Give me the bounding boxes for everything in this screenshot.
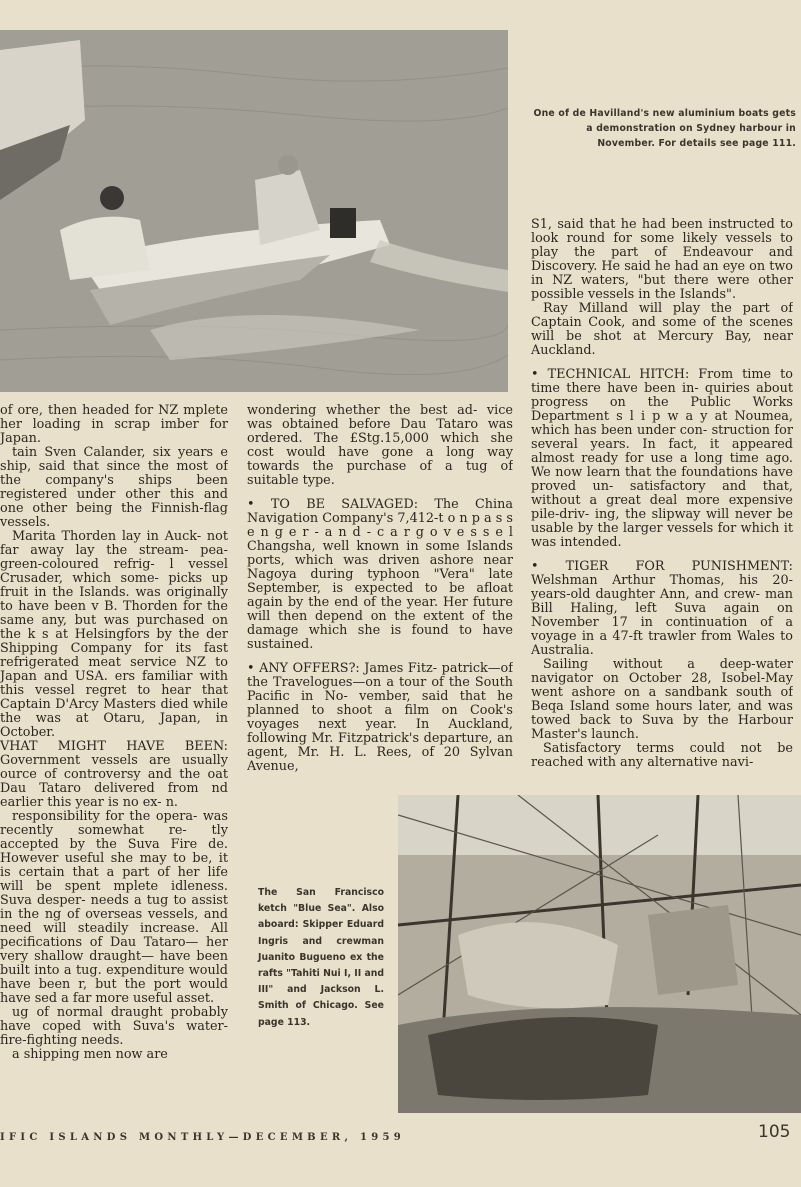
- paragraph: of ore, then headed for NZ mplete her loading in scrap imber for Japan.: [0, 404, 228, 446]
- paragraph: • TECHNICAL HITCH: From time to time there have been in- quiries about progress on the Public Works Department s l i p w a y at Noumea, which has been under con- struction for several years. In fact, it appeared almost ready for use a long time ago. We now learn that the foundations have proved un- satisfactory and that, without a great deal more expensive pile-driv- ing, the slipway will never be usable by the larger vessels for which it was intended.: [531, 367, 793, 550]
- paragraph: responsibility for the opera- was recently somewhat re- tly accepted by the Suva Fire de. However useful she may to be, it is certain that a part of her life will be spent mplete idleness. Suva desper- needs a tug to assist in the ng of overseas vessels, and need will steadily increase. All pecifications of Dau Tataro— her very shallow draught— have been built into a tug. expenditure would have been r, but the port would have sed a far more useful asset.: [0, 809, 228, 1006]
- paragraph: a shipping men now are: [12, 1047, 168, 1062]
- paragraph: • TO BE SALVAGED: The China Navigation Company's 7,412-t o n p a s s e n g e r - a n d - c a r g o v e s s e l Changsha, well known in some Islands ports, which was driven ashore near Nagoya during typhoon "Vera" late September, is expected to be afloat again by the end of the year. Her future will then depend on the extent of the damage which she is found to have sustained.: [247, 497, 513, 652]
- column-middle: [247, 404, 513, 780]
- paragraph: Marita Thorden lay in Auck- not far away lay the stream- pea-green-coloured refrig- l vessel Crusader, which some- picks up fruit in the Islands. was originally to have been v B. Thorden for the same any, but was purchased on the k s at Helsingfors by the der Shipping Company for its fast refrigerated meat service NZ to Japan and USA. ers familiar with this vessel regret to hear that Captain D'Arcy Masters died while the was at Otaru, Japan, in October.: [0, 529, 228, 740]
- column-left: [0, 404, 228, 1116]
- paragraph: • ANY OFFERS?: James Fitz- patrick—of the Travelogues—on a tour of the South Pacific in No- vember, said that he planned to shoot a film on Cook's voyages next year. In Auckland, following Mr. Fitzpatrick's departure, an agent, Mr. H. L. Rees, of 20 Sylvan Avenue,: [247, 661, 513, 774]
- photo-motorboat: [0, 30, 508, 392]
- ketch-photo-image: [398, 795, 801, 1113]
- paragraph: S1, said that he had been instructed to look round for some likely vessels to play the part of Endeavour and Discovery. He said he had an eye on two in NZ waters, "but there were other possible vessels in the Islands".: [531, 218, 793, 302]
- paragraph: Satisfactory terms could not be reached with any alternative navi-: [531, 741, 793, 770]
- caption-top: One of de Havilland's new aluminium boats gets a demonstration on Sydney harbour in November. For details see page 111.: [533, 108, 796, 149]
- page-number: 105: [758, 1122, 791, 1142]
- motorboat-photo-image: [0, 30, 508, 392]
- caption-bottom: The San Francisco ketch "Blue Sea". Also aboard: Skipper Eduard Ingris and crewman Juanito Bugueno ex the rafts "Tahiti Nui I, II and III" and Jackson L. Smith of Chicago. See page 113.: [258, 887, 384, 1028]
- page-footer: [0, 1122, 801, 1158]
- paragraph: wondering whether the best ad- vice was obtained before Dau Tataro was ordered. The £Stg.15,000 which she cost would have gone a long way towards the purchase of a tug of suitable type.: [247, 404, 513, 488]
- column-right: [531, 218, 793, 780]
- paragraph: Sailing without a deep-water navigator on October 28, Isobel-May went ashore on a sandbank south of Beqa Island some hours later, and was towed back to Suva by the Harbour Master's launch.: [531, 657, 793, 742]
- paragraph: Ray Milland will play the part of Captain Cook, and some of the scenes will be shot at Mercury Bay, near Auckland.: [531, 301, 793, 358]
- paragraph: ug of normal draught probably have coped with Suva's water- fire-fighting needs.: [0, 1005, 228, 1048]
- paragraph: tain Sven Calander, six years e ship, said that since the most of the company's ships been registered under other this and one other being the Finnish-flag vessels.: [0, 445, 228, 530]
- paragraph: • TIGER FOR PUNISHMENT: Welshman Arthur Thomas, his 20- years-old daughter Ann, and crew- man Bill Haling, left Suva again on November 17 in continuation of a voyage in a 47-ft trawler from Wales to Australia.: [531, 559, 793, 658]
- running-head: IFIC ISLANDS MONTHLY—DECEMBER, 1959: [0, 1132, 406, 1143]
- paragraph: VHAT MIGHT HAVE BEEN: Government vessels are usually ource of controversy and the oat Dau Tataro delivered from nd earlier this year is no ex- n.: [0, 739, 228, 810]
- photo-ketch: [398, 795, 801, 1113]
